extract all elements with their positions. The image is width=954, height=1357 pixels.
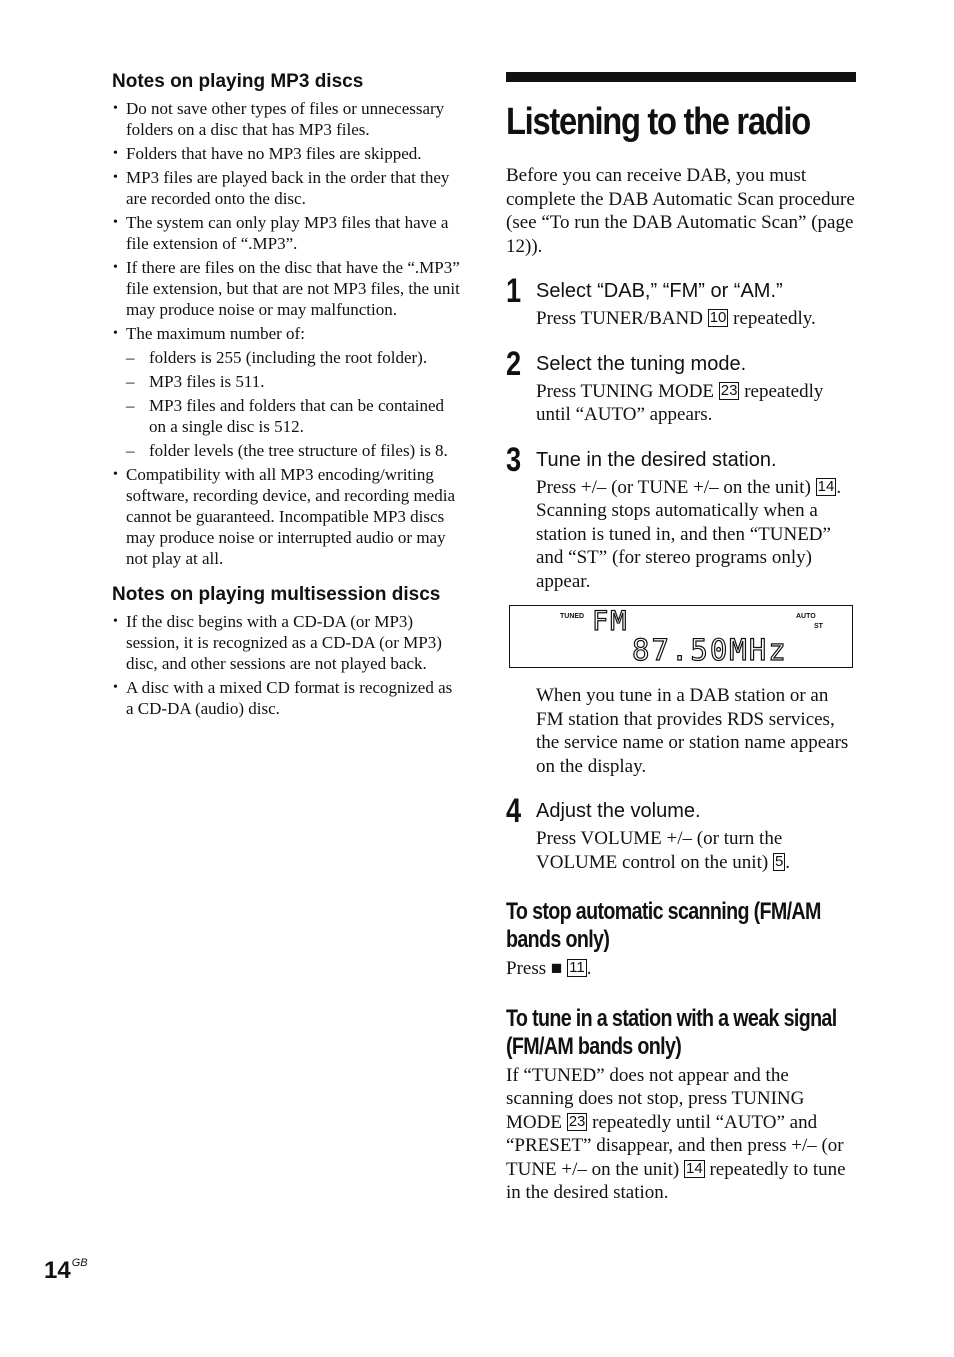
band-readout: FM: [592, 606, 629, 637]
intro-paragraph: Before you can receive DAB, you must complete the DAB Automatic Scan procedure (see “To run the DAB Automatic Scan” (page 12)).: [506, 165, 855, 257]
bullet-icon: •: [113, 215, 118, 230]
part-ref-badge: 23: [720, 381, 738, 399]
step-number: 3: [506, 440, 522, 479]
step-body: Press TUNING MODE 23 repeatedly until “AUTO” appears.: [536, 380, 824, 425]
step-body: Press TUNER/BAND 10 repeatedly.: [536, 308, 816, 329]
weak-signal-section: [506, 1005, 856, 1205]
dash-icon: –: [126, 441, 135, 460]
mp3-notes-list: [112, 98, 464, 569]
step-number: 2: [506, 344, 522, 383]
bullet-icon: •: [113, 680, 118, 695]
step-heading: Select “DAB,” “FM” or “AM.”: [536, 280, 783, 302]
step-3: [506, 440, 856, 594]
list-item: • The system can only play MP3 files that have a file extension of “.MP3”.: [113, 213, 449, 253]
step-3-note: [506, 684, 856, 778]
bullet-icon: •: [113, 170, 118, 185]
auto-indicator: AUTO: [796, 613, 816, 620]
part-ref-badge: 10: [709, 309, 727, 326]
left-column: [112, 70, 464, 722]
multisession-notes-heading: Notes on playing multisession discs: [112, 584, 441, 605]
list-item: – folder levels (the tree structure of files) is 8.: [126, 441, 448, 460]
stop-scanning-section: [506, 898, 856, 981]
page-title: Listening to the radio: [506, 101, 810, 143]
list-item: • Folders that have no MP3 files are skipped.: [113, 144, 422, 163]
part-ref-badge: 23: [568, 1112, 586, 1130]
step-body: Press +/– (or TUNE +/– on the unit) 14 . Scanning stops automatically when a station is tuned in, and then “TUNED” and “ST” (for stereo programs only) appear.: [536, 476, 842, 592]
right-column: [506, 72, 856, 1205]
part-ref-badge: 5: [774, 852, 784, 870]
list-item: • A disc with a mixed CD format is recognized as a CD-DA (audio) disc.: [113, 678, 453, 718]
list-item: • If the disc begins with a CD-DA (or MP3) session, it is recognized as a CD-DA (or MP3) disc, and other sessions are not played back.: [113, 612, 442, 673]
list-item: • If there are files on the disc that have the “.MP3” file extension, but that are not MP3 files, the unit may produce noise or may malfunction.: [113, 258, 460, 319]
max-number-list: [126, 347, 464, 461]
title-rule: [506, 72, 856, 82]
part-ref-badge: 14: [686, 1159, 703, 1177]
page-number: $14^{GB}$: [44, 1257, 88, 1284]
part-ref-badge: 14: [817, 477, 835, 495]
mp3-notes-heading: Notes on playing MP3 discs: [112, 71, 364, 92]
step-1: [506, 272, 856, 331]
list-item: – MP3 files and folders that can be contained on a single disc is 512.: [126, 396, 445, 436]
multisession-notes-list: [112, 611, 464, 719]
stop-scanning-heading: To stop automatic scanning (FM/AM bands only): [506, 898, 821, 953]
step-number: 1: [506, 272, 522, 310]
bullet-icon: •: [113, 614, 118, 629]
list-item: • The maximum number of: – folders is 255 (including the root folder). – MP3 files is 511. – MP3 files and folders that can be contained on a single disc is 512. – folder levels (the tree structure of files) is 8.: [112, 323, 464, 461]
stop-icon: ■: [550, 958, 563, 979]
bullet-icon: •: [113, 326, 118, 341]
list-item: • Compatibility with all MP3 encoding/writing software, recording device, and recording media cannot be guaranteed. Incompatible MP3 discs may produce noise or interrupted audio or may not play at all.: [113, 465, 455, 568]
list-item: – MP3 files is 511.: [126, 372, 265, 391]
bullet-icon: •: [113, 146, 118, 161]
step-number: 4: [506, 792, 522, 830]
bullet-icon: •: [113, 467, 118, 482]
weak-signal-heading: To tune in a station with a weak signal (FM/AM bands only): [506, 1004, 837, 1060]
region-code: GB: [71, 1257, 88, 1269]
bullet-icon: •: [113, 101, 118, 116]
step-heading: Tune in the desired station.: [536, 448, 777, 471]
part-ref-badge: 11: [569, 959, 585, 976]
step-2: [506, 344, 856, 427]
dash-icon: –: [126, 348, 135, 367]
frequency-readout: 87.50MHz: [632, 633, 788, 667]
dash-icon: –: [126, 396, 135, 415]
list-item: – folders is 255 (including the root folder).: [126, 348, 428, 367]
stop-scanning-body: Press ■ 11 .: [506, 958, 592, 979]
display-illustration: [509, 605, 853, 668]
step-heading: Select the tuning mode.: [536, 352, 747, 375]
step-heading: Adjust the volume.: [536, 800, 701, 822]
list-item: • Do not save other types of files or unnecessary folders on a disc that has MP3 files.: [113, 99, 445, 139]
step-note: When you tune in a DAB station or an FM station that provides RDS services, the service name or station name appears on the display.: [536, 685, 849, 777]
weak-signal-body: If “TUNED” does not appear and the scanning does not stop, press TUNING MODE 23 repeatedly until “AUTO” and “PRESET” disappear, and then press +/– (or TUNE +/– on the unit) 14 repeatedly to tune in the desired station.: [506, 1064, 846, 1203]
step-4: [506, 792, 856, 874]
list-item: • MP3 files are played back in the order that they are recorded onto the disc.: [113, 168, 450, 208]
dash-icon: –: [126, 372, 135, 391]
step-body: Press VOLUME +/– (or turn the VOLUME control on the unit) 5 .: [536, 828, 791, 873]
stereo-indicator: ST: [814, 623, 823, 630]
bullet-icon: •: [113, 260, 118, 275]
tuned-indicator: TUNED: [560, 613, 585, 620]
